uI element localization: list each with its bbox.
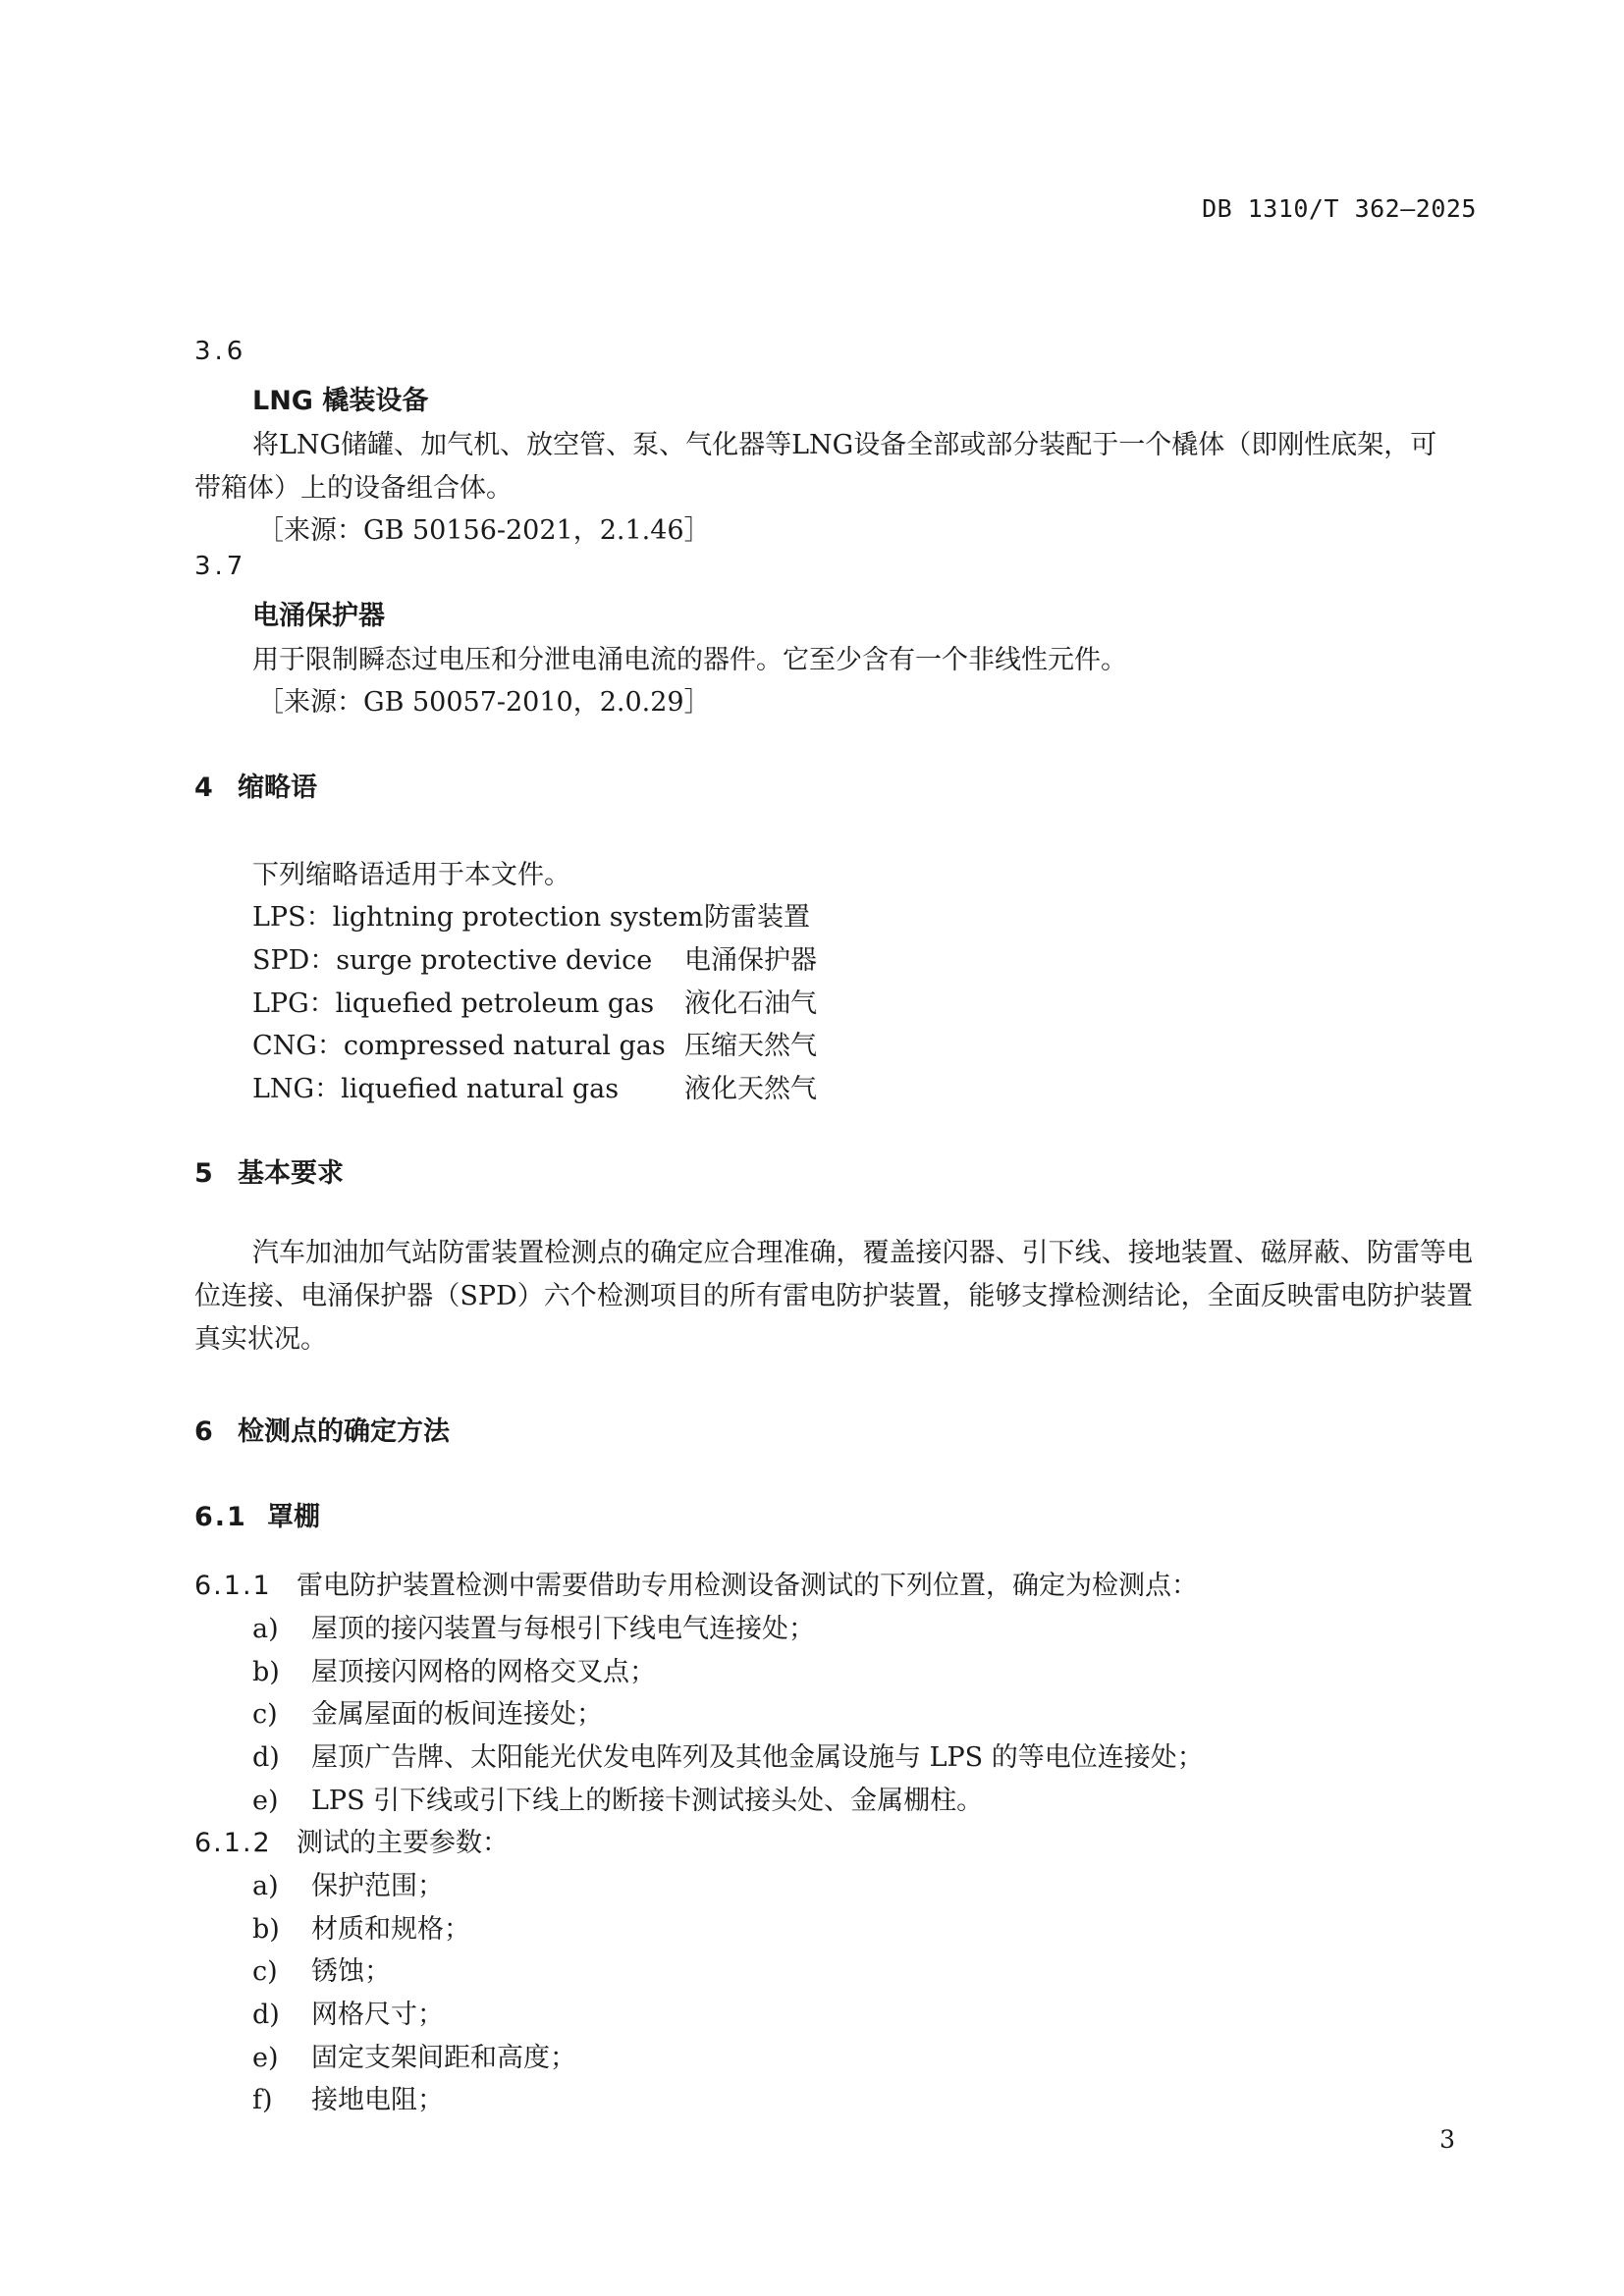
abbreviation-chinese: 防雷装置 — [704, 902, 810, 933]
list-item: a) 保护范围； — [252, 1871, 444, 1901]
list-item: b) 材质和规格； — [252, 1914, 470, 1945]
list-item: d) 屋顶广告牌、太阳能光伏发电阵列及其他金属设施与 LPS 的等电位连接处； — [252, 1742, 1204, 1773]
abbreviation-row — [252, 982, 940, 1025]
section-heading-5 — [194, 1151, 344, 1190]
section-heading-6 — [194, 1410, 450, 1448]
clause-number: 6.1.2 — [194, 1828, 272, 1858]
clause-6-1-2 — [194, 1821, 509, 1859]
list-item: e) 固定支架间距和高度； — [252, 2043, 576, 2073]
subsection-title: 罩棚 — [267, 1502, 320, 1532]
clause-text: 测试的主要参数： — [297, 1828, 509, 1858]
subsection-heading-6-1 — [194, 1495, 320, 1533]
section-title: 缩略语 — [238, 773, 317, 803]
list-item: b) 屋顶接闪网格的网格交叉点； — [252, 1657, 656, 1687]
source-reference: ［来源：GB 50057-2010，2.0.29］ — [257, 687, 711, 718]
basic-requirements-paragraph: 汽车加油加气站防雷装置检测点的确定应合理准确，覆盖接闪器、引下线、接地装置、磁屏蔽、防雷等电位连接、电涌保护器（SPD）六个检测项目的所有雷电防护装置，能够支撑检测结论，全面反映雷电防护装置真实状况。 — [194, 1238, 1473, 1355]
abbreviation-term: CNG：compressed natural gas — [252, 1031, 666, 1061]
term-spd: 电涌保护器 — [252, 601, 385, 631]
subsection-number: 6.1 — [194, 1502, 247, 1532]
definition-line: 带箱体）上的设备组合体。 — [194, 473, 513, 504]
clause-number-3-7: 3.7 — [194, 552, 247, 581]
page-number: 3 — [1439, 2125, 1455, 2154]
abbreviation-chinese: 电涌保护器 — [684, 945, 817, 976]
abbreviation-chinese: 液化石油气 — [684, 988, 817, 1019]
clause-number-3-6: 3.6 — [194, 337, 247, 366]
definition-line: 将LNG储罐、加气机、放空管、泵、气化器等LNG设备全部或部分装配于一个橇体（即刚性底架，可 — [252, 430, 1437, 460]
abbreviation-chinese: 液化天然气 — [684, 1074, 817, 1104]
abbreviation-term: LPS：lightning protection system — [252, 902, 704, 933]
abbreviation-row — [252, 895, 940, 938]
term-lng-skid: LNG 橇装设备 — [252, 386, 429, 416]
list-item: f) 接地电阻； — [252, 2085, 444, 2115]
section-number: 5 — [194, 1158, 213, 1189]
clause-6-1-1 — [194, 1564, 1198, 1602]
section-number: 6 — [194, 1416, 213, 1447]
source-reference: ［来源：GB 50156-2021，2.1.46］ — [257, 515, 711, 546]
abbreviation-row — [252, 1067, 940, 1110]
document-code: DB 1310/T 362—2025 — [1202, 194, 1477, 223]
abbreviation-chinese: 压缩天然气 — [684, 1031, 817, 1061]
abbreviations-intro: 下列缩略语适用于本文件。 — [252, 860, 570, 890]
section-title: 基本要求 — [238, 1158, 344, 1189]
clause-text: 雷电防护装置检测中需要借助专用检测设备测试的下列位置，确定为检测点： — [297, 1571, 1198, 1601]
list-item: c) 锈蚀； — [252, 1956, 391, 1987]
list-item: a) 屋顶的接闪装置与每根引下线电气连接处； — [252, 1614, 815, 1644]
clause-number: 6.1.1 — [194, 1571, 272, 1601]
section-number: 4 — [194, 773, 213, 803]
section-heading-4 — [194, 766, 317, 804]
abbreviation-row — [252, 938, 940, 982]
list-item: c) 金属屋面的板间连接处； — [252, 1699, 603, 1730]
section-title: 检测点的确定方法 — [238, 1416, 450, 1447]
list-item: d) 网格尺寸； — [252, 2000, 444, 2030]
abbreviation-term: SPD：surge protective device — [252, 945, 653, 976]
abbreviation-term: LNG：liquefied natural gas — [252, 1074, 620, 1104]
definition-line: 用于限制瞬态过电压和分泄电涌电流的器件。它至少含有一个非线性元件。 — [252, 645, 1127, 675]
list-item: e) LPS 引下线或引下线上的断接卡测试接头处、金属棚柱。 — [252, 1786, 984, 1816]
abbreviation-term: LPG：liquefied petroleum gas — [252, 988, 655, 1019]
abbreviation-row — [252, 1024, 940, 1067]
